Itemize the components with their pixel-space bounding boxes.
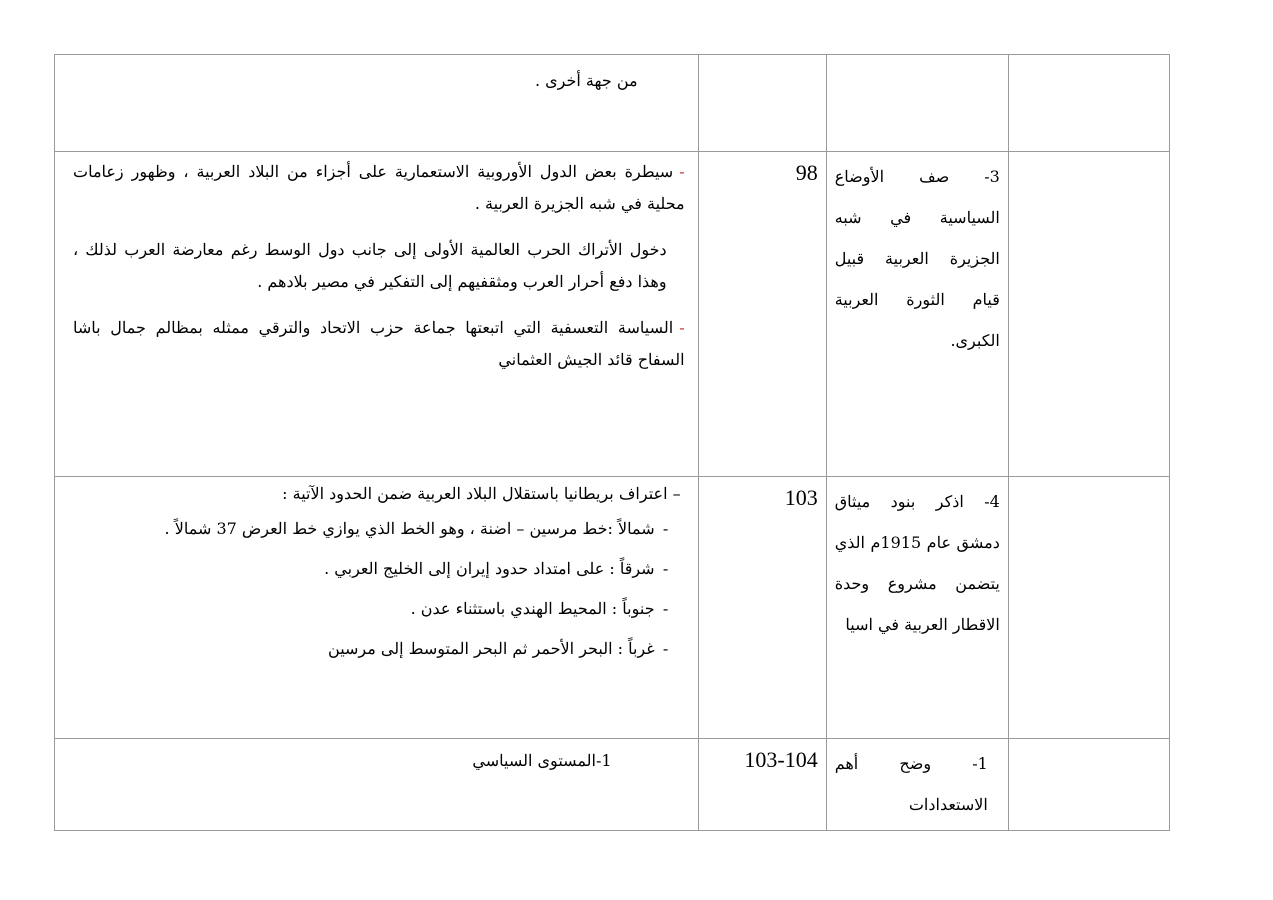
- list-item-text: جنوباً : المحيط الهندي باستثناء عدن .: [410, 599, 655, 618]
- question-cell: [826, 739, 1008, 831]
- list-item: [73, 509, 685, 549]
- list-item-text: شرقاً : على امتداد حدود إيران إلى الخليج العربي .: [324, 559, 655, 578]
- page-cell: [698, 477, 826, 739]
- bullet-marker: -: [662, 559, 669, 578]
- answer-paragraph: دخول الأتراك الحرب العالمية الأولى إلى جانب دول الوسط رغم معارضة العرب لذلك ، وهذا دفع أحرار العرب ومثقفيهم إلى التفكير في مصير بلادهم .: [73, 240, 667, 291]
- bullet-marker: -: [662, 519, 669, 538]
- answer-intro: – اعتراف بريطانيا باستقلال البلاد العربية ضمن الحدود الآتية :: [282, 484, 681, 503]
- page-number: 103: [784, 485, 818, 510]
- answer-text: 1-المستوى السياسي: [472, 751, 612, 770]
- answers-table: [54, 54, 1170, 831]
- question-text: 4- اذكر بنود ميثاق دمشق عام 1915م الذي يتضمن مشروع وحدة الاقطار العربية في اسيا: [834, 492, 1000, 634]
- table-row: [55, 55, 1170, 152]
- table-row: [55, 152, 1170, 477]
- page-number: 103-104: [744, 747, 818, 772]
- answer-cell: [55, 477, 699, 739]
- bullet-marker: -: [662, 639, 669, 658]
- answer-cell: [55, 55, 699, 152]
- empty-cell: [1008, 55, 1169, 152]
- answer-paragraph: السياسة التعسفية التي اتبعتها جماعة حزب الاتحاد والترقي ممثله بمظالم جمال باشا السفاح قائد الجيش العثماني: [73, 318, 685, 369]
- empty-cell: [1008, 739, 1169, 831]
- list-item: [73, 589, 685, 629]
- dash-marker: -: [679, 318, 685, 337]
- list-item-text: شمالاً :خط مرسين – اضنة ، وهو الخط الذي يوازي خط العرض 37 شمالاً .: [164, 519, 655, 538]
- page-cell: [698, 55, 826, 152]
- answer-cell: [55, 152, 699, 477]
- list-item: [73, 629, 685, 669]
- empty-cell: [1008, 152, 1169, 477]
- page-cell: [698, 739, 826, 831]
- question-cell: [826, 152, 1008, 477]
- page-number: 98: [795, 160, 818, 185]
- question-cell: [826, 477, 1008, 739]
- page-cell: [698, 152, 826, 477]
- bullet-marker: -: [662, 599, 669, 618]
- table-row: [55, 739, 1170, 831]
- empty-cell: [1008, 477, 1169, 739]
- question-text: 3- صف الأوضاع السياسية في شبه الجزيرة العربية قبيل قيام الثورة العربية الكبرى.: [834, 167, 1000, 350]
- answer-text: من جهة أخرى .: [534, 71, 638, 90]
- table-row: [55, 477, 1170, 739]
- answer-cell: [55, 739, 699, 831]
- question-cell: [826, 55, 1008, 152]
- list-item-text: غرباً : البحر الأحمر ثم البحر المتوسط إلى مرسين: [328, 639, 655, 658]
- question-text: 1- وضح أهم الاستعدادات: [834, 754, 988, 814]
- answer-paragraph: سيطرة بعض الدول الأوروبية الاستعمارية على أجزاء من البلاد العربية ، وظهور زعامات محلية في شبه الجزيرة العربية .: [73, 162, 685, 213]
- dash-marker: -: [679, 162, 685, 181]
- list-item: [73, 549, 685, 589]
